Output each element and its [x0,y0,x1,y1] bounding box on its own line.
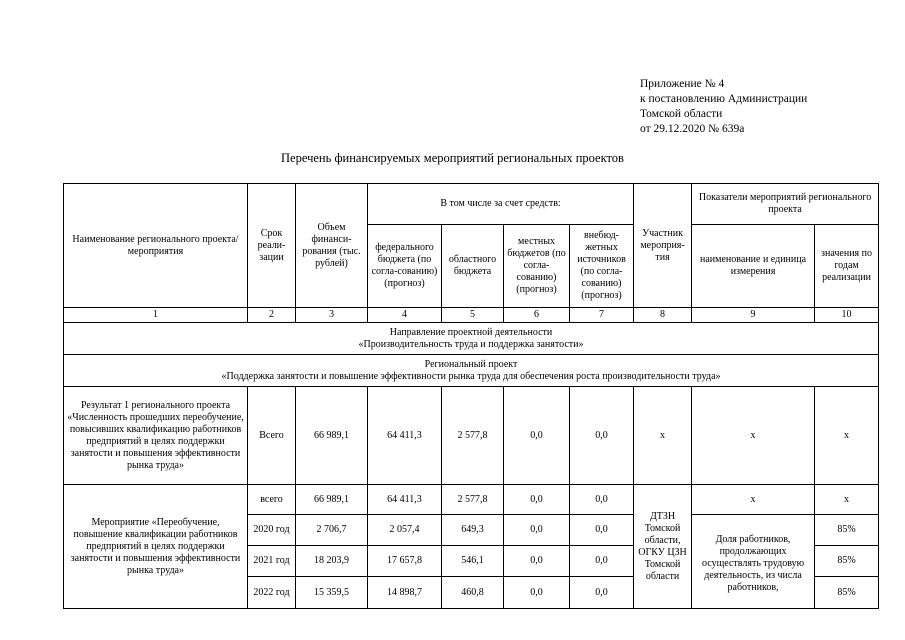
column-number: 6 [504,308,570,323]
direction-row [64,323,879,355]
header-extra: внебюд-жетных источников (по согла-сованию) (прогноз) [570,225,634,308]
annex-line: к постановлению Администрации [640,93,808,105]
column-number: 7 [570,308,634,323]
header-local: местных бюджетов (по согла-сованию) (прогноз) [504,225,570,308]
header-participant: Участник мероприя-тия [634,184,692,308]
measure-term: 2021 год [248,546,296,577]
measure-regional: 649,3 [442,515,504,546]
measure-term: 2020 год [248,515,296,546]
measure-volume: 18 203,9 [296,546,368,577]
measure-local: 0,0 [504,546,570,577]
measure-federal: 2 057,4 [368,515,442,546]
column-number: 1 [64,308,248,323]
result-extra: 0,0 [570,387,634,485]
project-name: «Поддержка занятости и повышение эффективности рынка труда для обеспечения роста производительности труда» [221,370,721,382]
result-name: Результат 1 регионального проекта «Численность прошедших переобучение, повысивших квалификацию работников предприятий в целях поддержки занятости и повышения эффективности рынка труда» [64,387,248,485]
measure-indicator-name: Доля работников, продолжающих осуществлять трудовую деятельность, из числа работников, [692,515,815,609]
measure-indicator-value-total: х [815,485,879,515]
column-number: 2 [248,308,296,323]
measure-indicator-value: 85% [815,577,879,609]
measure-volume: 66 989,1 [296,485,368,515]
header-name: Наименование регионального проекта/ мероприятия [64,184,248,308]
measure-indicator-name-total: х [692,485,815,515]
measure-extra: 0,0 [570,577,634,609]
header-federal: федерального бюджета (по согла-сованию) (прогноз) [368,225,442,308]
measure-extra: 0,0 [570,546,634,577]
column-number: 8 [634,308,692,323]
header-volume: Объем финанси-рования (тыс. рублей) [296,184,368,308]
header-regional: областного бюджета [442,225,504,308]
measure-regional: 546,1 [442,546,504,577]
measure-regional: 460,8 [442,577,504,609]
column-number: 10 [815,308,879,323]
header-indicators: Показатели мероприятий регионального проекта [692,184,879,225]
measure-federal: 64 411,3 [368,485,442,515]
result-volume: 66 989,1 [296,387,368,485]
measure-name: Мероприятие «Переобучение, повышение квалификации работников предприятий в целях поддержки занятости и повышения эффективности рынка труда» [64,485,248,609]
result-local: 0,0 [504,387,570,485]
direction-label: Направление проектной деятельности [389,326,553,338]
measure-regional: 2 577,8 [442,485,504,515]
measure-volume: 15 359,5 [296,577,368,609]
measure-federal: 14 898,7 [368,577,442,609]
annex-line: Томской области [640,108,723,120]
measure-participant: ДТЗН Томской области, ОГКУ ЦЗН Томской области [634,485,692,609]
measure-local: 0,0 [504,485,570,515]
column-number: 3 [296,308,368,323]
header-term: Срок реали-зации [248,184,296,308]
result-indicator-value: х [815,387,879,485]
measure-indicator-value: 85% [815,546,879,577]
annex-block [640,77,807,137]
measure-local: 0,0 [504,515,570,546]
project-row [64,355,879,387]
annex-line: от 29.12.2020 № 639а [640,123,745,135]
result-term: Всего [248,387,296,485]
measure-term: всего [248,485,296,515]
measure-extra: 0,0 [570,485,634,515]
financing-table [63,183,879,609]
annex-line: Приложение № 4 [640,78,725,90]
result-indicator-name: х [692,387,815,485]
result-regional: 2 577,8 [442,387,504,485]
direction-name: «Производительность труда и поддержка занятости» [358,338,584,350]
result-participant: х [634,387,692,485]
measure-indicator-value: 85% [815,515,879,546]
header-indicator-name: наименование и единица измерения [692,225,815,308]
result-federal: 64 411,3 [368,387,442,485]
header-including: В том числе за счет средств: [368,184,634,225]
measure-extra: 0,0 [570,515,634,546]
column-number: 5 [442,308,504,323]
project-label: Региональный проект [424,358,518,370]
measure-local: 0,0 [504,577,570,609]
column-number: 9 [692,308,815,323]
measure-term: 2022 год [248,577,296,609]
header-indicator-values: значения по годам реализации [815,225,879,308]
measure-federal: 17 657,8 [368,546,442,577]
document-title: Перечень финансируемых мероприятий региональных проектов [281,151,624,165]
measure-volume: 2 706,7 [296,515,368,546]
column-number: 4 [368,308,442,323]
